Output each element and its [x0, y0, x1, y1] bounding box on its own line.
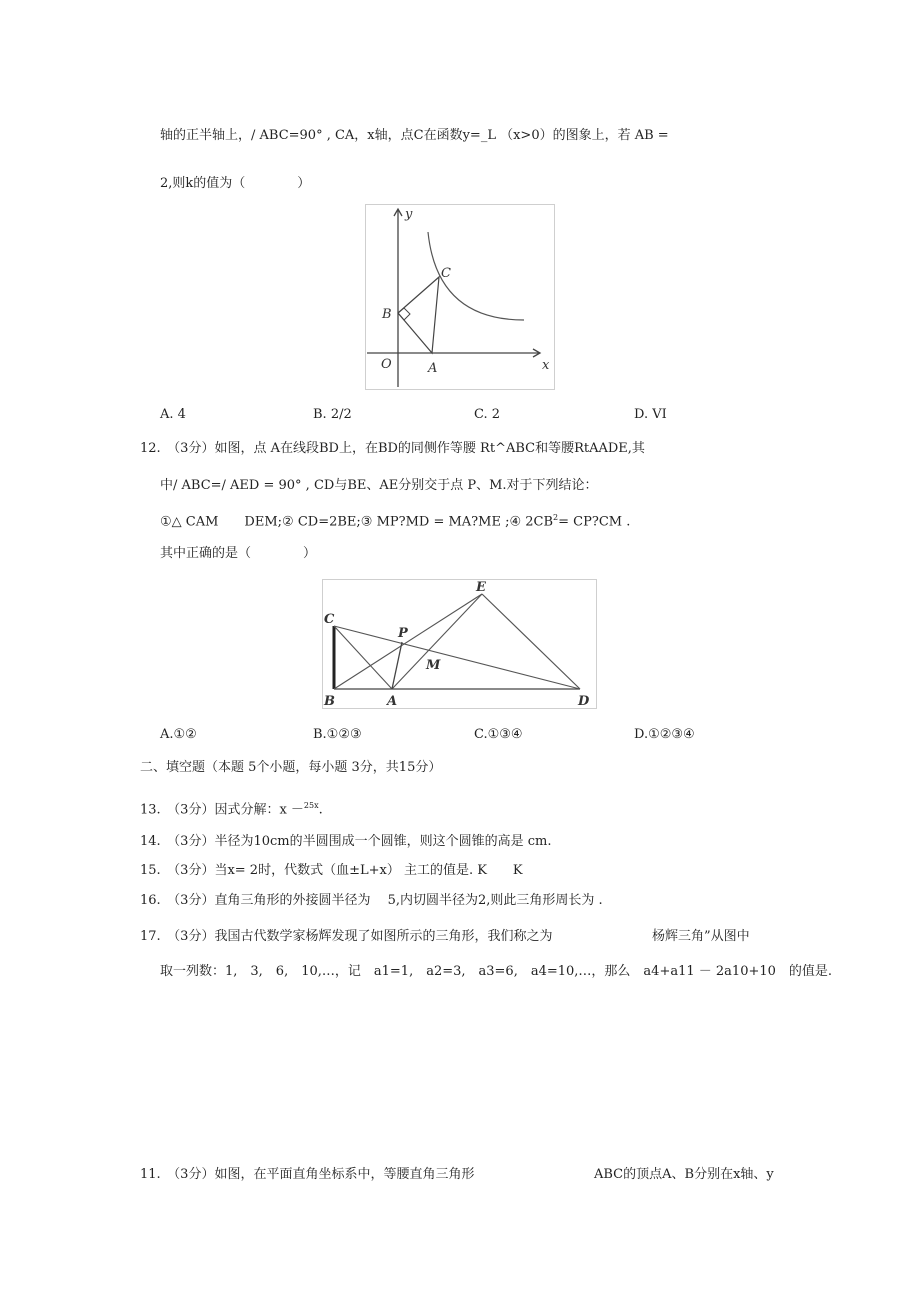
q11-option-b[interactable]: B. 2/2	[313, 407, 352, 422]
q11-start-part2: ABC的顶点A、B分别在x轴、y	[594, 1167, 774, 1182]
segment-cd	[334, 626, 580, 689]
q17-text-line1b: 杨辉三角”从图中	[652, 929, 750, 944]
q13-text	[140, 797, 323, 819]
q11-option-a[interactable]: A. 4	[160, 407, 186, 422]
q14-text: 14. （3分）半径为10cm的半圆围成一个圆锥，则这个圆锥的高是 cm.	[140, 834, 552, 849]
label-e: E	[476, 580, 486, 595]
q13-main: 13. （3分）因式分解：x －	[140, 802, 304, 818]
segment-be	[334, 594, 482, 689]
label-a2: A	[387, 694, 398, 709]
q13-tail: .	[318, 802, 323, 818]
figure1-frame	[366, 205, 555, 390]
q16-text: 16. （3分）直角三角形的外接圆半径为 5,内切圆半径为2,则此三角形周长为 .	[140, 893, 603, 908]
q12-option-b[interactable]: B.①②③	[313, 727, 362, 742]
q12-line3-sup: 2	[553, 513, 559, 522]
segment-ae	[392, 594, 482, 689]
q12-text-line3	[160, 509, 630, 531]
label-a: A	[428, 361, 438, 376]
q11-start-part1: 11. （3分）如图，在平面直角坐标系中，等腰直角三角形	[140, 1167, 475, 1182]
q17-text-line1a: 17. （3分）我国古代数学家杨辉发现了如图所示的三角形，我们称之为	[140, 929, 553, 944]
q15-text: 15. （3分）当x= 2时，代数式（血±L+x） 主工的值是. K K	[140, 863, 523, 878]
segment-ed	[482, 594, 580, 689]
label-c2: C	[324, 612, 335, 627]
label-d: D	[578, 694, 590, 709]
q12-line3-tail: = CP?CM .	[558, 514, 631, 530]
label-p: P	[398, 626, 408, 641]
q11-text-line2: 2,则k的值为（ ）	[160, 176, 311, 191]
q17-text-line2: 取一列数：1, 3, 6, 10,…，记 a1=1, a2=3, a3=6, a4=10,…，那么 a4+a11 － 2a10+10 的值是.	[160, 964, 833, 979]
q12-option-c[interactable]: C.①③④	[474, 727, 523, 742]
right-angle-mark	[398, 308, 410, 320]
label-b: B	[382, 307, 392, 322]
q11-option-c[interactable]: C. 2	[474, 407, 501, 422]
q12-option-a[interactable]: A.①②	[160, 727, 197, 742]
figure-coordinate-graph	[365, 204, 555, 390]
q12-text-line1: 12. （3分）如图，点 A在线段BD上，在BD的同侧作等腰 Rt^ABC和等腰RtAADE,其	[140, 441, 645, 456]
triangle-abc	[398, 277, 439, 353]
label-y: y	[405, 207, 413, 222]
q12-text-line2: 中/ ABC=/ AED = 90° , CD与BE、AE分别交于点 P、M.对于下列结论：	[160, 478, 598, 493]
q11-option-d[interactable]: D. VI	[634, 407, 667, 422]
q11-text-line1: 轴的正半轴上，/ ABC=90° , CA，x轴，点C在函数y=_L （x>0）的图象上，若 AB =	[160, 128, 669, 143]
label-b2: B	[324, 694, 335, 709]
q12-line3-main: ①△ CAM DEM;② CD=2BE;③ MP?MD = MA?ME ;④ 2CB	[160, 514, 554, 530]
label-x: x	[542, 358, 550, 373]
q12-option-d[interactable]: D.①②③④	[634, 727, 695, 742]
label-c: C	[441, 266, 451, 281]
label-m: M	[426, 658, 441, 673]
section-2-heading: 二、填空题（本题 5个小题，每小题 3分，共15分）	[140, 760, 442, 775]
label-o: O	[381, 357, 392, 372]
q13-sup: 25x	[303, 801, 319, 810]
q12-text-line4: 其中正确的是（ ）	[160, 546, 317, 561]
figure-triangles	[322, 579, 597, 709]
